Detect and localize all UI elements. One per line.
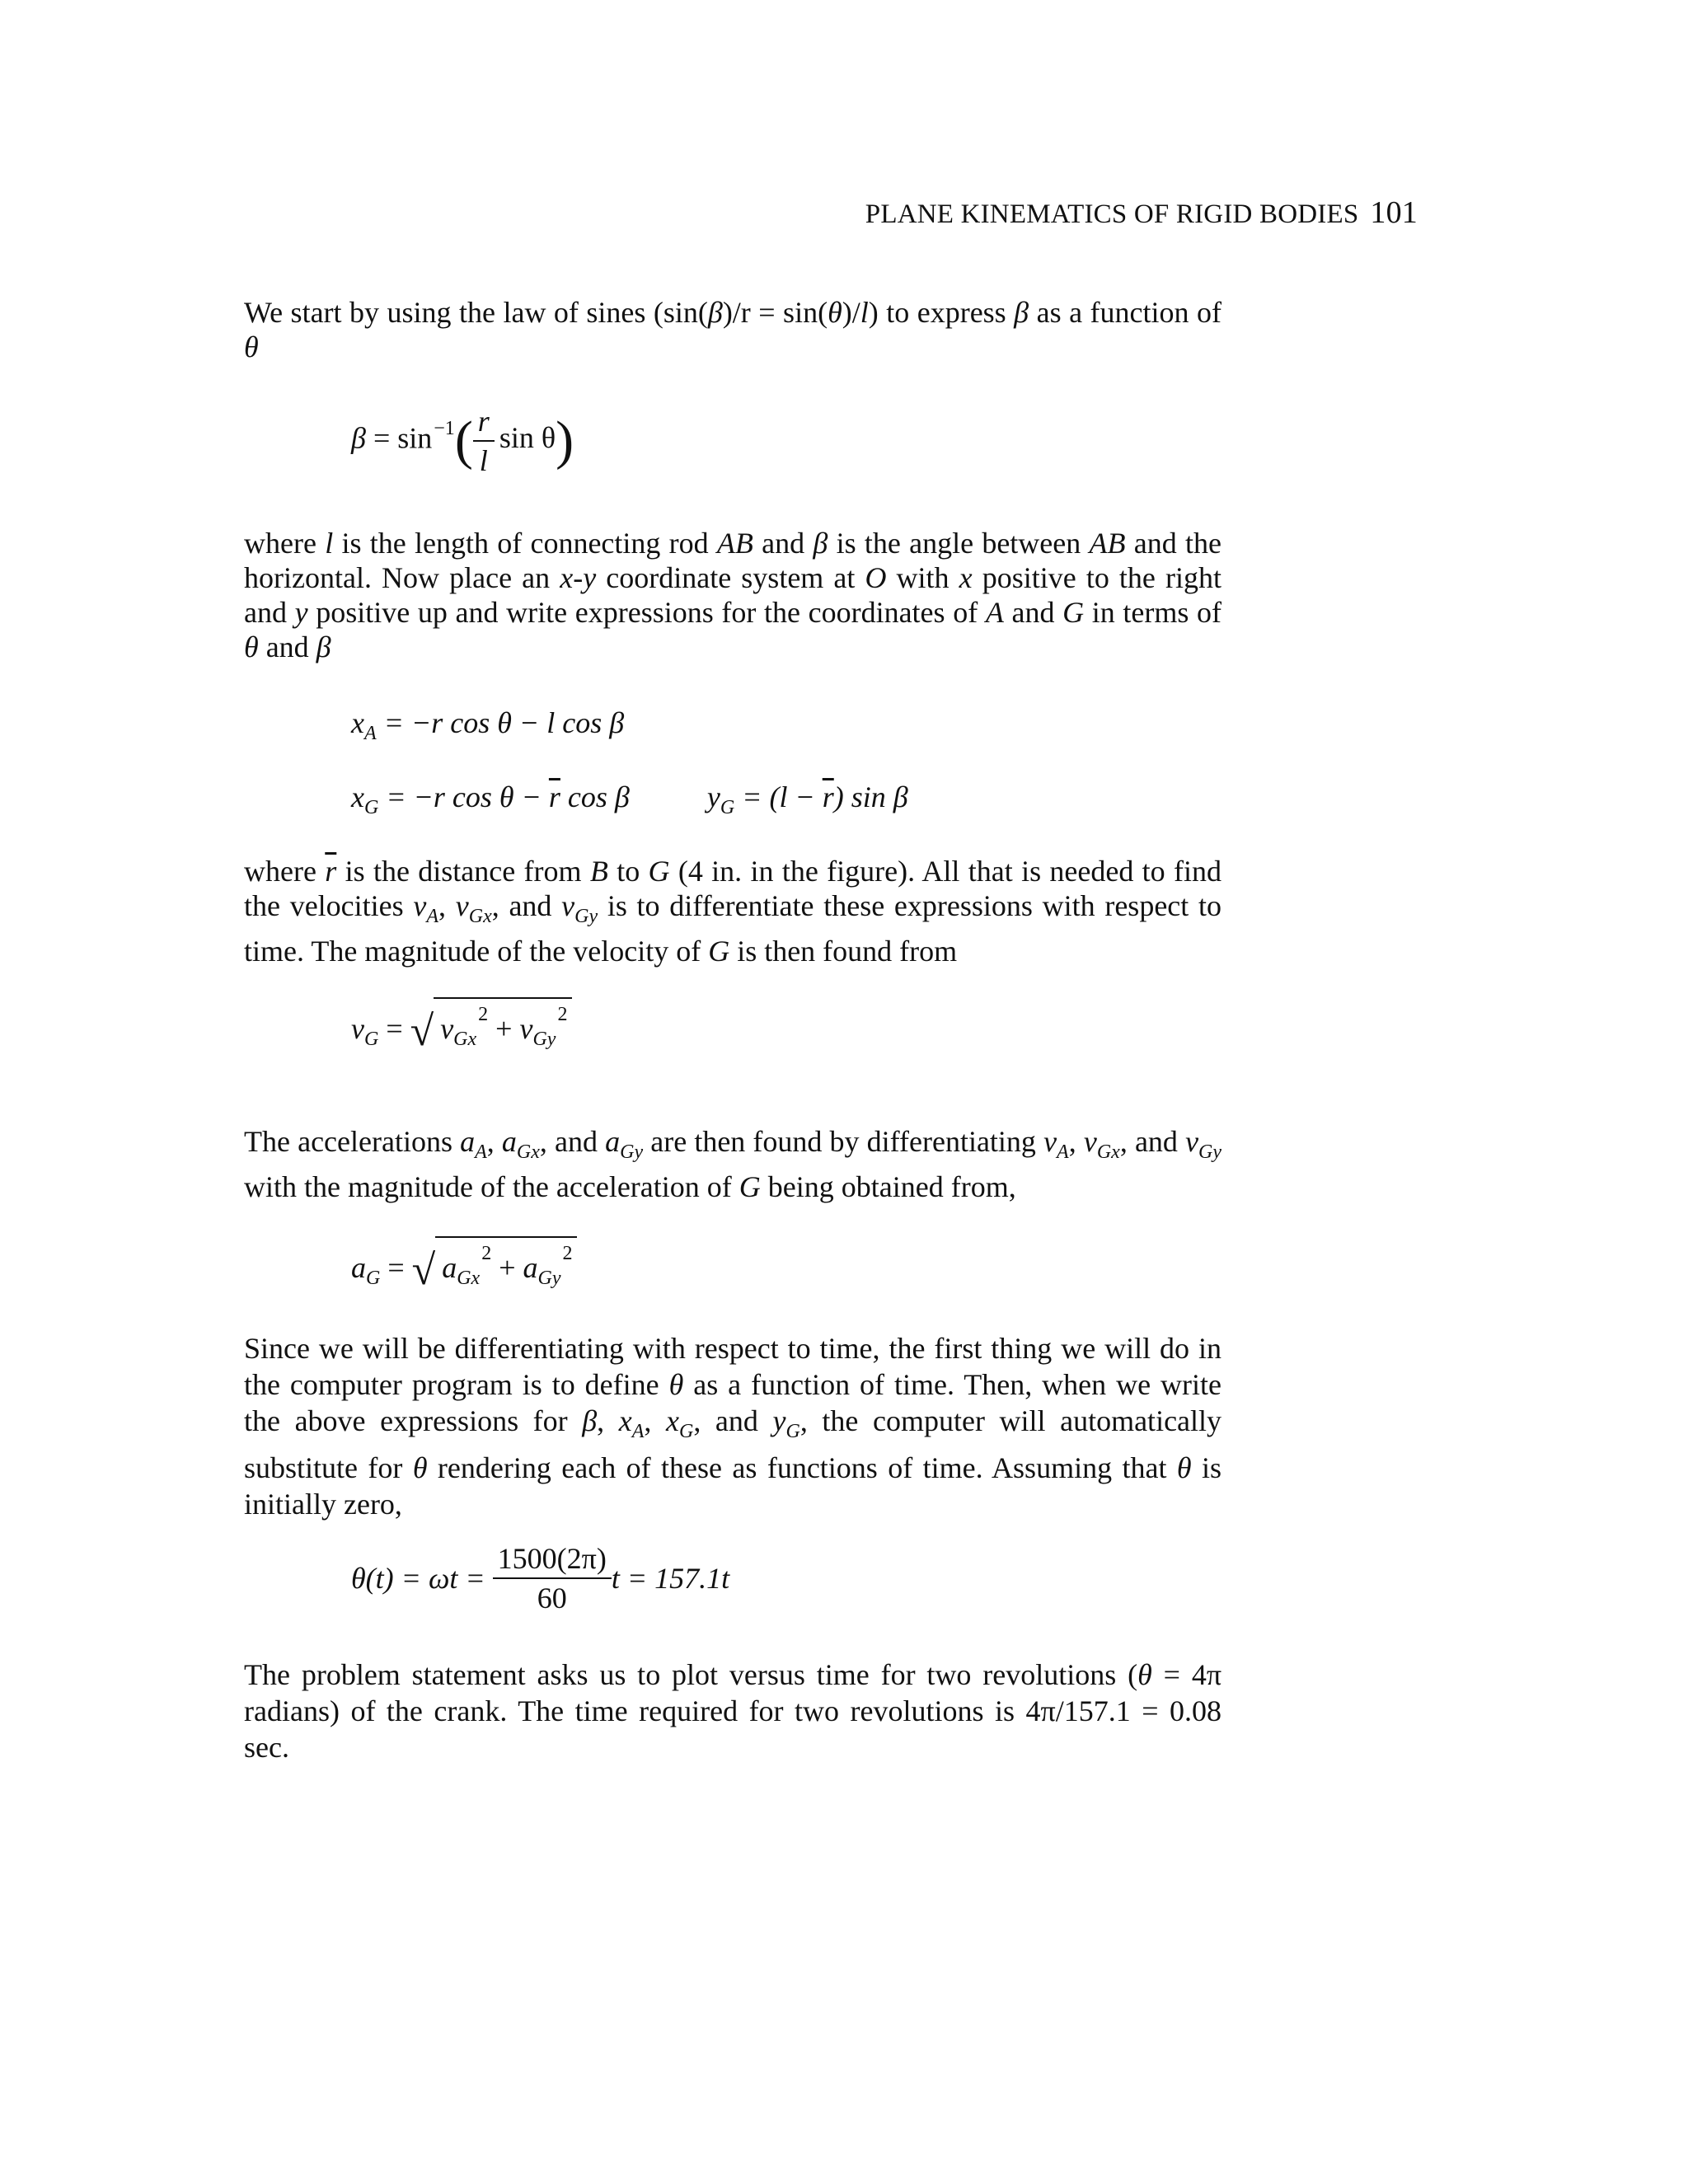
equation-ag: $a_G$ = √ $a_{Gx}^2 + a_{Gy}^2$ bbox=[351, 1236, 577, 1295]
paragraph-accelerations: The accelerations $a_A$, $a_{Gx}$, and $a_{Gy}$ are then found by differentiating $v_A$, $v_{Gx}$, and $v_{Gy}$ with the magnitude of the acceleration of G being obtained from, bbox=[244, 1125, 1222, 1203]
equation-xg-yg: $x_G = -r$ $\cos \theta - \overline{r}$ cos β $y_G = (l - \overline{r})$ sin β bbox=[351, 780, 908, 818]
equation-vg: $v_G$ = √ $v_{Gx}^2 + v_{Gy}^2$ bbox=[351, 997, 572, 1056]
paragraph-computer-program: Since we will be differentiating with respect to time, the first thing we will do in the computer program is to define θ as a function of time. Then, when we write the above expressions for β, $x_A$, $x_G$, and $y_G$, the computer will automatically substitute for θ rendering each of these as functions of time. Assuming that θ is initially zero, bbox=[244, 1332, 1222, 1521]
paragraph-coordinate-system: where l is the length of connecting rod AB and β is the angle between AB and the horizontal. Now place an x-y coordinate system at O with x positive to the right and y positive up and write expressions for the coordinates of A and G in terms of θ and β bbox=[244, 527, 1221, 663]
paragraph-two-revolutions: The problem statement asks us to plot versus time for two revolutions (θ = 4π radians) of the crank. The time required for two revolutions is 4π/157.1 = 0.08 sec. bbox=[244, 1658, 1222, 1764]
paragraph-law-of-sines: We start by using the law of sines (sin(β)/r = sin(θ)/l) to express β as a function of θ bbox=[244, 296, 1221, 363]
page-number: 101 bbox=[1370, 195, 1418, 230]
running-header bbox=[857, 194, 1418, 231]
equation-theta-of-t: θ(t) = ωt = $\frac{1500(2\pi)}{60}$ t = 157.1t bbox=[351, 1542, 730, 1615]
paragraph-velocities: where $\overline{r}$ is the distance from B to G (4 in. in the figure). All that is needed to find the velocities $v_A$, $v_{Gx}$, and $v_{Gy}$ is to differentiate these expressions with respect to time. The magnitude of the velocity of G is then found from bbox=[244, 855, 1221, 968]
equation-xa: $x_A = -r$ cos θ − l cos β bbox=[351, 706, 625, 744]
equation-beta: $\beta = \sin^{-1}$( $\frac{r}{l}$ sin θ) bbox=[351, 405, 574, 477]
header-title: PLANE KINEMATICS OF RIGID BODIES bbox=[865, 199, 1359, 229]
